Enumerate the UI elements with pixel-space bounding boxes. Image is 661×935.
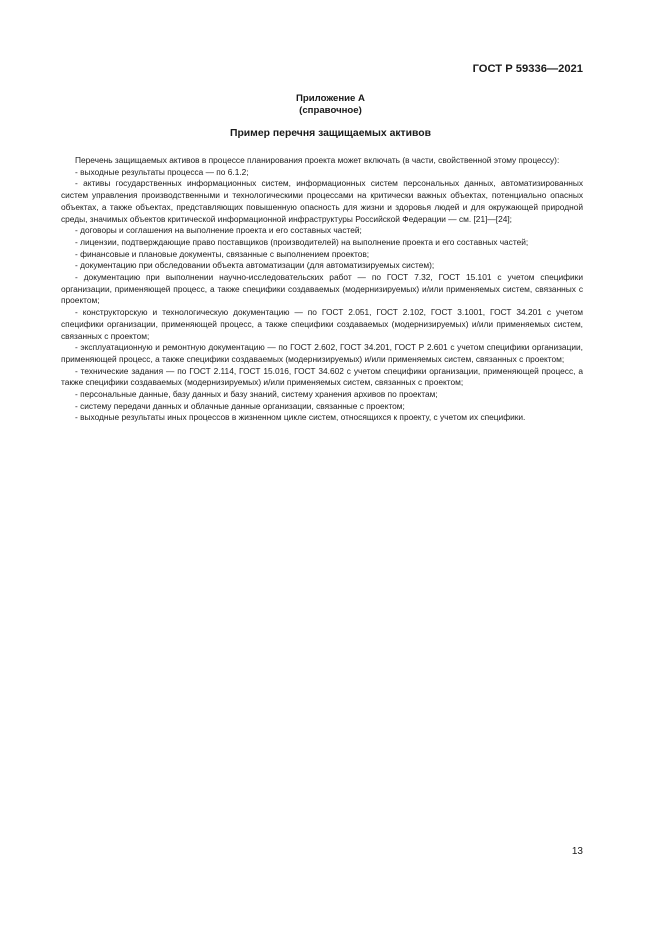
list-item: - лицензии, подтверждающие право поставщиков (производителей) на выполнение проекта и его составных частей; — [75, 236, 529, 247]
list-item: - финансовые и плановые документы, связанные с выполнением проектов; — [75, 248, 370, 259]
section-heading: Пример перечня защищаемых активов — [229, 128, 432, 139]
appendix-subtitle: (справочное) — [299, 105, 362, 116]
list-item: - договоры и соглашения на выполнение проекта и его составных частей; — [75, 225, 362, 236]
appendix-title: Приложение А — [296, 93, 365, 104]
intro-paragraph: Перечень защищаемых активов в процессе планирования проекта может включать (в части, свойственной этому процессу): — [75, 155, 560, 165]
list-item: - активы государственных информационных систем, информационных систем персональных данных, автоматизированных систем управления производственными и технологическими процессами на критически важных объектах, потенциально опасных объектах, а также объектах, представляющих повышенную опасность для жизни и здоровья людей и для окружающей природной среды, значимых объектов критической информационной инфраструктуры Российской Федерации — см. [21]—[24]; — [61, 178, 583, 224]
list-item: - систему передачи данных и облачные данные организации, связанные с проектом; — [75, 400, 405, 411]
list-item: - выходные результаты иных процессов в жизненном цикле систем, относящихся к проекту, с учетом их специфики. — [75, 412, 526, 423]
list-item: - технические задания — по ГОСТ 2.114, ГОСТ 15.016, ГОСТ 34.602 с учетом специфики организации, применяющей процесс, а также специфики создаваемых (модернизируемых) и/или применяемых систем, связанных с проектом; — [61, 365, 583, 388]
list-item: - выходные результаты процесса — по 6.1.2; — [75, 166, 249, 177]
body-text — [61, 155, 583, 424]
list-item: - документацию при обследовании объекта автоматизации (для автоматизируемых систем); — [75, 260, 435, 271]
list-item: - конструкторскую и технологическую документацию — по ГОСТ 2.051, ГОСТ 2.102, ГОСТ 3.1001, ГОСТ 34.201 с учетом специфики организации, применяющей процесс, а также специфики создаваемых (модернизируемых) и/или применяемых систем, связанных с проектом; — [61, 307, 583, 341]
list-item: - документацию при выполнении научно-исследовательских работ — по ГОСТ 7.32, ГОСТ 15.101 с учетом специфики организации, применяющей процесс, а также специфики создаваемых (модернизируемых) и/или применяемых систем, связанных с проектом; — [61, 272, 583, 306]
page-number: 13 — [571, 846, 583, 857]
list-item: - персональные данные, базу данных и базу знаний, систему хранения архивов по проектам; — [75, 389, 438, 400]
standard-number: ГОСТ Р 59336—2021 — [472, 63, 583, 75]
list-item: - эксплуатационную и ремонтную документацию — по ГОСТ 2.602, ГОСТ 34.201, ГОСТ Р 2.601 с учетом специфики организации, применяющей процесс, а также специфики создаваемых (модернизируемых) и/или применяемых систем, связанных с проектом; — [61, 342, 583, 364]
